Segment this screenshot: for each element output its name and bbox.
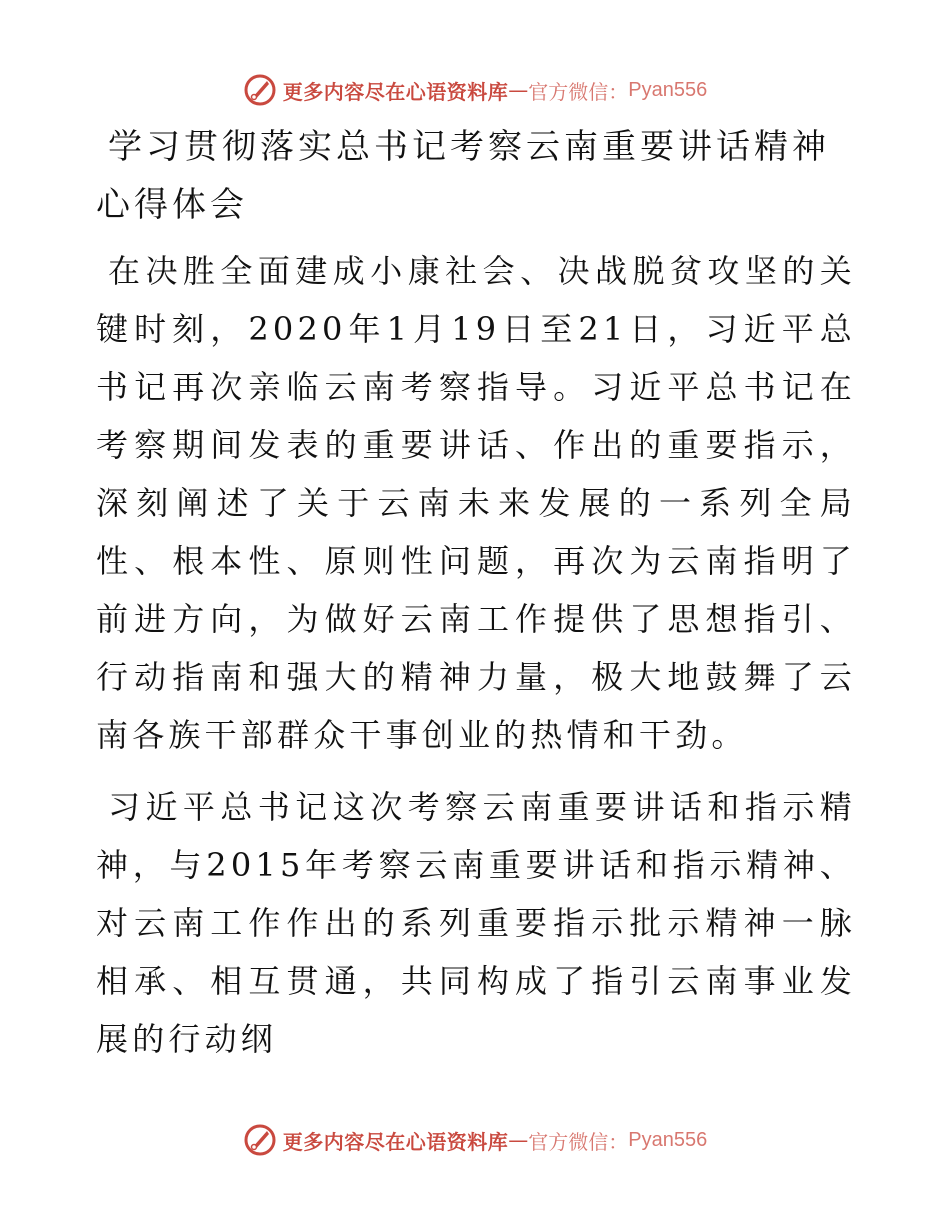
watermark-dash: — bbox=[508, 1128, 529, 1152]
document-title: 学习贯彻落实总书记考察云南重要讲话精神心得体会 bbox=[96, 127, 830, 225]
watermark-banner-top bbox=[0, 70, 950, 110]
document-body bbox=[96, 118, 856, 1082]
watermark-wechat-id: Pyan556 bbox=[628, 1128, 708, 1151]
watermark-wechat-label: 官方微信： bbox=[528, 1129, 629, 1154]
quill-logo-icon bbox=[243, 73, 277, 107]
watermark-dash: — bbox=[508, 78, 529, 102]
watermark-promo-text: 更多内容尽在心语资料库 bbox=[282, 79, 509, 104]
quill-logo-icon bbox=[243, 1123, 277, 1157]
watermark-wechat-id: Pyan556 bbox=[628, 78, 708, 101]
paragraph-1: 在决胜全面建成小康社会、决战脱贫攻坚的关键时刻，2020年1月19日至21日，习近平总书记再次亲临云南考察指导。习近平总书记在考察期间发表的重要讲话、作出的重要指示，深刻阐述了关于云南未来发展的一系列全局性、根本性、原则性问题，再次为云南指明了前进方向，为做好云南工作提供了思想指引、行动指南和强大的精神力量，极大地鼓舞了云南各族干部群众干事创业的热情和干劲。 bbox=[96, 252, 856, 754]
watermark-banner-bottom bbox=[0, 1120, 950, 1160]
watermark-wechat-label: 官方微信： bbox=[528, 79, 629, 104]
paragraph-2: 习近平总书记这次考察云南重要讲话和指示精神，与2015年考察云南重要讲话和指示精神、对云南工作作出的系列重要指示批示精神一脉相承、相互贯通，共同构成了指引云南事业发展的行动纲 bbox=[96, 788, 856, 1058]
watermark-promo-text: 更多内容尽在心语资料库 bbox=[282, 1129, 509, 1154]
